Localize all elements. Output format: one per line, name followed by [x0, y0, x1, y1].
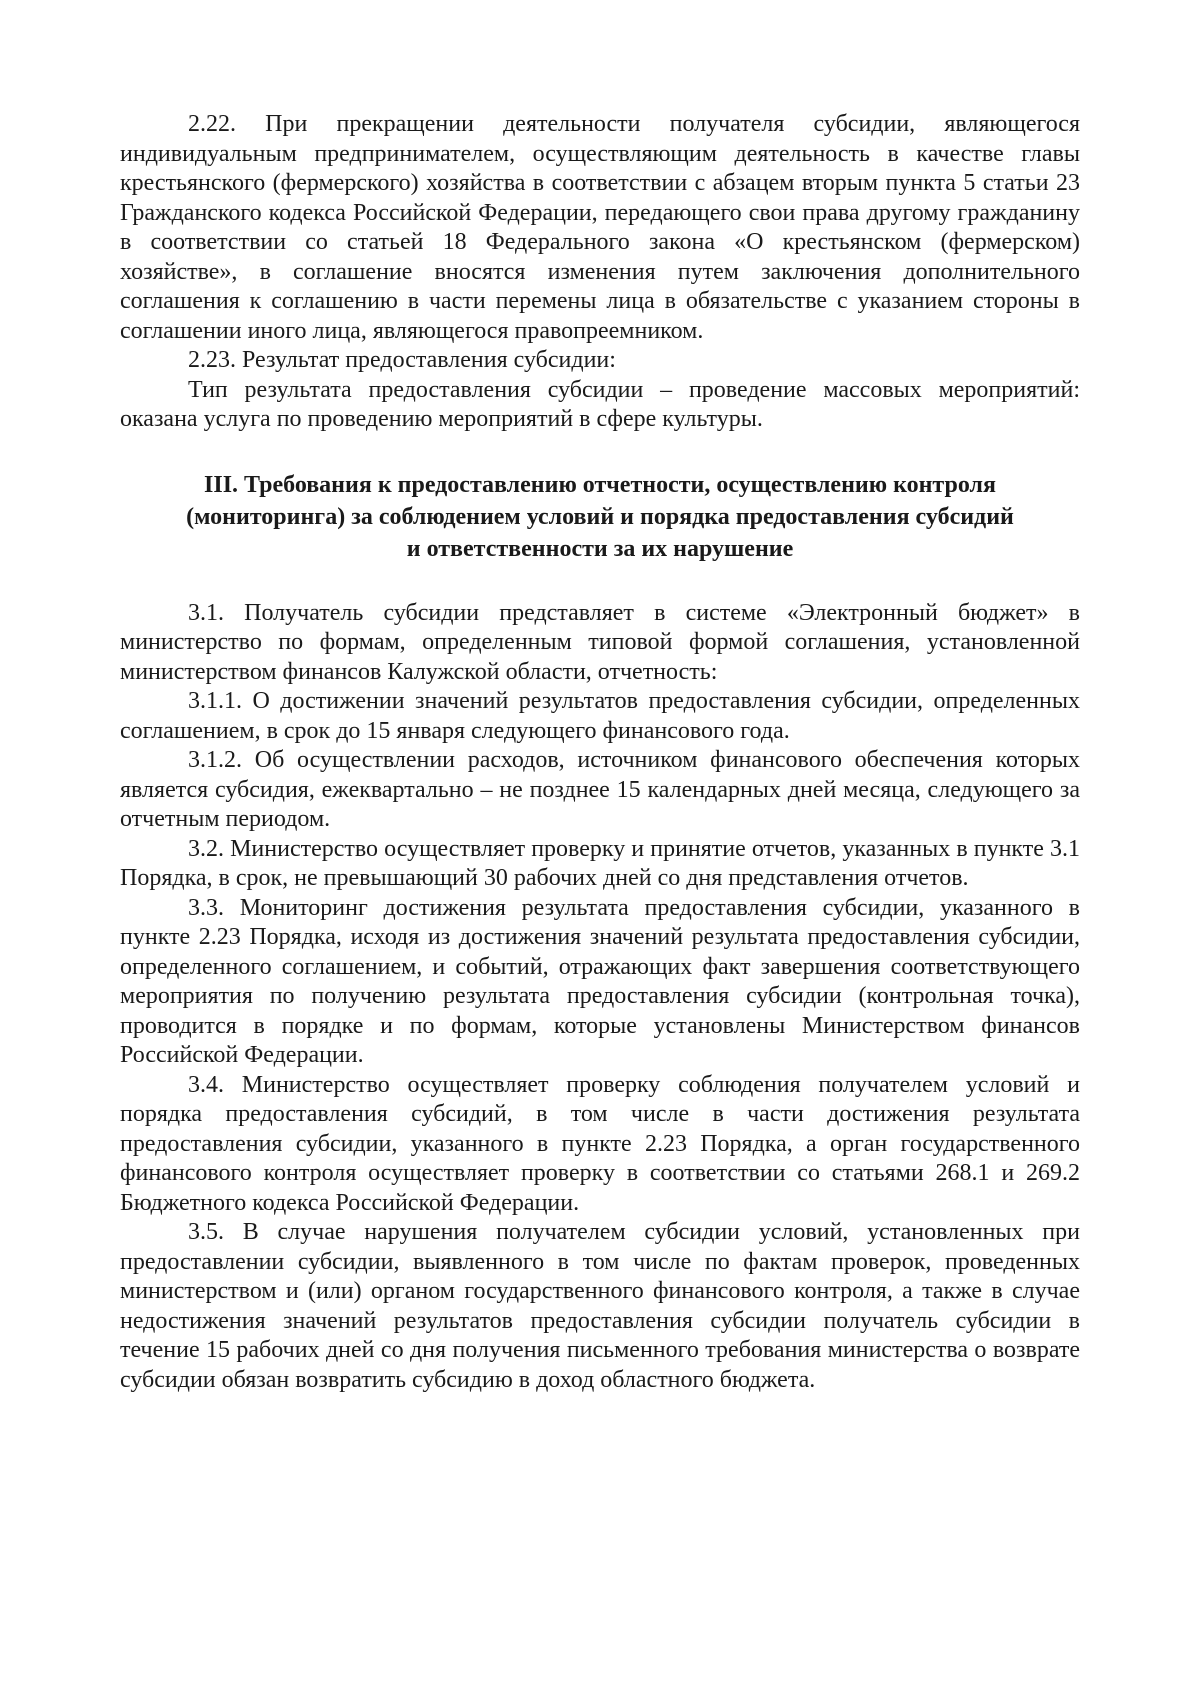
paragraph-3-3: 3.3. Мониторинг достижения результата предоставления субсидии, указанного в пункте 2.23 Порядка, исходя из достижения значений результата предоставления субсидии, определенного соглашением, и событий, отражающих факт завершения соответствующего мероприятия по получению результата предоставления субсидии (контрольная точка), проводится в порядке и по формам, которые установлены Министерством финансов Российской Федерации. [120, 894, 1080, 1068]
paragraph-3-1: 3.1. Получатель субсидии представляет в системе «Электронный бюджет» в министерство по формам, определенным типовой формой соглашения, установленной министерством финансов Калужской области, отчетность: [120, 599, 1080, 685]
document-page [120, 110, 1080, 1395]
paragraph-3-1-1: 3.1.1. О достижении значений результатов предоставления субсидии, определенных соглашением, в срок до 15 января следующего финансового года. [120, 688, 1080, 744]
paragraph-2-23: 2.23. Результат предоставления субсидии: [188, 347, 616, 373]
paragraph-3-4: 3.4. Министерство осуществляет проверку соблюдения получателем условий и порядка предоставления субсидий, в том числе в части достижения результата предоставления субсидии, указанного в пункте 2.23 Порядка, а орган государственного финансового контроля осуществляет проверку в соответствии со статьями 268.1 и 269.2 Бюджетного кодекса Российской Федерации. [120, 1071, 1080, 1216]
section-3-heading-line-1: III. Требования к предоставлению отчетности, осуществлению контроля [204, 471, 996, 498]
paragraph-3-5: 3.5. В случае нарушения получателем субсидии условий, установленных при предоставлении субсидии, выявленного в том числе по фактам проверок, проведенных министерством и (или) органом государственного финансового контроля, а также в случае недостижения значений результатов предоставления субсидии получатель субсидии в течение 15 рабочих дней со дня получения письменного требования министерства о возврате субсидии обязан возвратить субсидию в доход областного бюджета. [120, 1219, 1080, 1393]
paragraph-3-2: 3.2. Министерство осуществляет проверку и принятие отчетов, указанных в пункте 3.1 Порядка, в срок, не превышающий 30 рабочих дней со дня представления отчетов. [120, 835, 1080, 891]
paragraph-2-23-result-type: Тип результата предоставления субсидии – проведение массовых мероприятий: оказана услуга по проведению мероприятий в сфере культуры. [120, 376, 1080, 432]
section-3-heading-line-2: (мониторинга) за соблюдением условий и порядка предоставления субсидий [186, 503, 1014, 530]
section-3-heading [120, 469, 1080, 565]
paragraph-2-22: 2.22. При прекращении деятельности получателя субсидии, являющегося индивидуальным предпринимателем, осуществляющим деятельность в качестве главы крестьянского (фермерского) хозяйства в соответствии с абзацем вторым пункта 5 статьи 23 Гражданского кодекса Российской Федерации, передающего свои права другому гражданину в соответствии со статьей 18 Федерального закона «О крестьянском (фермерском) хозяйстве», в соглашение вносятся изменения путем заключения дополнительного соглашения к соглашению в части перемены лица в обязательстве с указанием стороны в соглашении иного лица, являющегося правопреемником. [120, 111, 1080, 344]
section-3-heading-line-3: и ответственности за их нарушение [406, 535, 794, 562]
paragraph-3-1-2: 3.1.2. Об осуществлении расходов, источником финансового обеспечения которых является субсидия, ежеквартально – не позднее 15 календарных дней месяца, следующего за отчетным периодом. [120, 747, 1080, 832]
